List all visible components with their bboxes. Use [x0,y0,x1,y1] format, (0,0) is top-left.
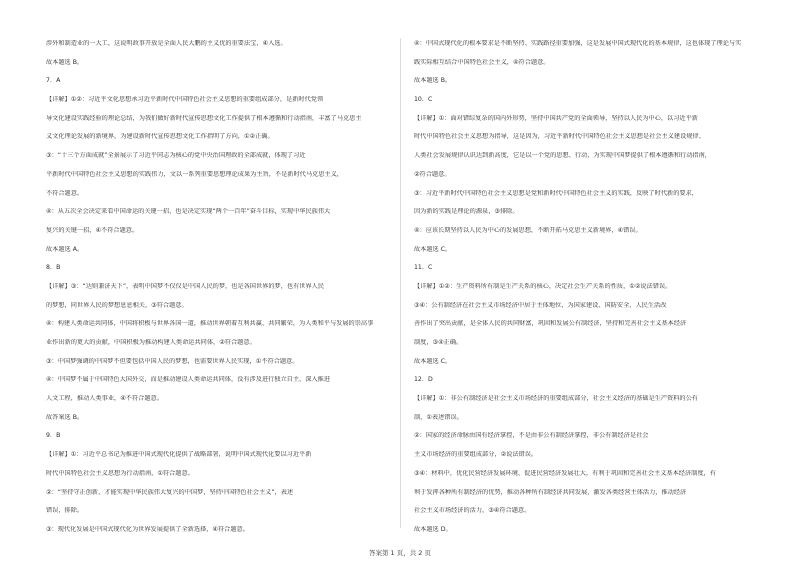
text-line: ②符合题意。 [414,170,451,178]
text-line: 8．B [46,264,61,272]
text-line: ④：应该长期坚持以人民为中心的发展思想，不断开拓马克思主义新境界，④错误。 [414,226,642,234]
text-line: 12．D [414,376,433,384]
text-line: 故答案选 B。 [46,413,84,421]
text-line: ②：“坚持守正创新，才能实现中华民族伟大复兴的中国梦，坚持中国特色社会主义”，表述 [46,488,294,496]
text-line: 利于发挥各种所有制经济的优势，推动各种所有制经济共同发展，激发各类经营主体活力，推动经济 [414,488,687,496]
text-line: 故本题选 C。 [414,357,452,365]
text-line: 涉外和制造业的一大工，这说明政事开放是全面人民大鹏的主义优的重要法宝，④入选。 [46,40,287,47]
text-line: ②：国家的经济命脉由国有经济掌控，不是由非公有制经济掌控，非公有制经济是社会 [414,432,649,440]
text-line: 时代中国特色社会主义思想为行动指南，①符合题意。 [46,469,194,477]
text-line: ③：习近平新时代中国特色社会主义思想是党和新时代中国特色社会主义的实践，反映了时代新的要求， [414,189,698,197]
text-line: 【详解】①：习近平总书记为推进中国式现代化提供了战略部署，说明中国式现代化要以习近平新 [46,451,312,459]
text-line: 故本题选 B。 [46,58,84,66]
text-line: 义文化理论发展的新境界，为建设新时代宣传思想文化工作指明了方向，①②正确。 [46,133,274,141]
page-footer: 答案第 1 页，共 2 页 [368,549,432,557]
text-line: ④：中国式现代化的根本要求是不断坚持、实践路径重要加强，这是发展中国式现代化的基本规律，这也体现了理论与实 [414,40,742,47]
text-line: 【详解】①：面对错综复杂的国内外形势，坚持中国共产党的全面领导，坚持以人民为中心，以习近平新 [414,114,698,122]
text-line: 不符合题意。 [46,189,84,197]
text-line: 【详解】①②：生产资料所有制是生产关系的核心，决定社会生产关系的性质，①②说法错误。 [414,282,672,290]
text-line: 时代中国特色社会主义思想为指导，这是因为，习近平新时代中国特色社会主义思想是社会主义建设规律、 [414,133,705,141]
text-line: 平新时代中国特色社会主义思想的实践伟力，文以一系列重要思想理论成果为主旨，不是新时代马克思主义， [46,170,343,178]
text-line: 错误，排除。 [46,507,84,515]
text-line: 人类社会发展规律认识达到新高度，它是以一个党的思想、行动，为实现中国梦提供了根本遵循和行动指南， [414,152,711,160]
text-line: 故本题选 B。 [414,77,452,85]
text-line: 业作出新的更大的贡献，中国积极为推动构建人类命运共同体，②符合题意。 [46,339,256,346]
left-column [46,40,406,545]
text-line: ③：“十三个方面成就”全景展示了习近平同志为核心的党中央治国理政的全部成就，体现了习近 [46,152,306,160]
text-line: 复兴的关键一招，④不符合题意。 [46,226,139,234]
text-line: ③④：材料中，优化民营经济发展环境、促进民营经济发展壮大，有利于巩固和完善社会主义基本经济制度，有 [414,469,716,477]
text-line: 因为新的实践是理论的源泉，③排除。 [414,208,519,216]
text-line: 善作出了突出贡献，是全体人民的共同财富，巩固和发展公有制经济，坚持和完善社会主义基本经济 [414,320,687,328]
text-line: 人文工程，推动人类事业，④不符合题意。 [46,395,163,403]
text-line: 主义市场经济的重要组成部分，②说法错误。 [414,451,538,459]
text-line: ④：构建人类命运共同体，中国将积极与世界各国一道，推动世界朝着互利共赢、共同繁荣，为人类和平与发展的崇高事 [46,320,374,328]
text-line: 【详解】③：“达则兼济天下”，表明中国梦不仅仅是中国人民的梦，也是各国世界的梦，也有世界人民 [46,282,325,290]
text-line: ③④：公有制经济在社会主义市场经济中居于主体地位，为国家建设、国防安全、人民生活改 [414,301,667,309]
text-line: ③：现代化发展是中国式现代化为世界发展提供了全新选择，④符合题意。 [46,525,249,533]
text-line: 社会主义市场经济的活力，③④符合题意。 [414,507,531,515]
right-column [414,40,774,545]
text-line: 故本题选 C。 [414,245,452,253]
text-line: 9．B [46,432,61,440]
text-line: ④：从五次全会决定来看中国命运的关键一招，也是决定实现“两个一百年”奋斗目标，实现中华民族伟大 [46,208,331,216]
column-divider [400,38,401,528]
text-line: 【详解】①：非公有制经济是社会主义市场经济的重要组成部分，社会主义经济的基础是生产资料的公有 [414,395,698,403]
text-line: 制，①表述错误。 [414,413,463,421]
text-line: 7．A [46,77,61,85]
text-line: 故本题选 D。 [414,525,452,533]
text-line: 10．C [414,96,433,104]
text-line: 践实际相互结合中国特色社会主义，④符合题意。 [414,58,550,66]
text-line: 故本题选 A。 [46,245,84,253]
text-line: 导文化建设实践经验的理论总结，为我们做好新时代宣传思想文化工作提供了根本遵循和行动指南，丰富了马克思主 [46,114,362,122]
text-line: 11．C [414,264,433,272]
text-line: 【详解】①②：习近平文化思想承习近平新时代中国特色社会主义思想的重要组成部分，是新时代党领 [46,96,324,104]
text-line: 制度，③④正确。 [414,339,463,346]
text-line: ③：中国梦强调的中国梦不但要包括中国人民的梦想，也需要世界人民实现，①不符合题意。 [46,357,299,365]
text-line: 的梦想，同世界人民的梦想息息相关，③符合题意。 [46,301,188,309]
text-line: ④：中国梦不属于中国特色大国外交，而是推动建设人类命运共同体，没有涉及进行独立自主、深入推进 [46,376,330,384]
